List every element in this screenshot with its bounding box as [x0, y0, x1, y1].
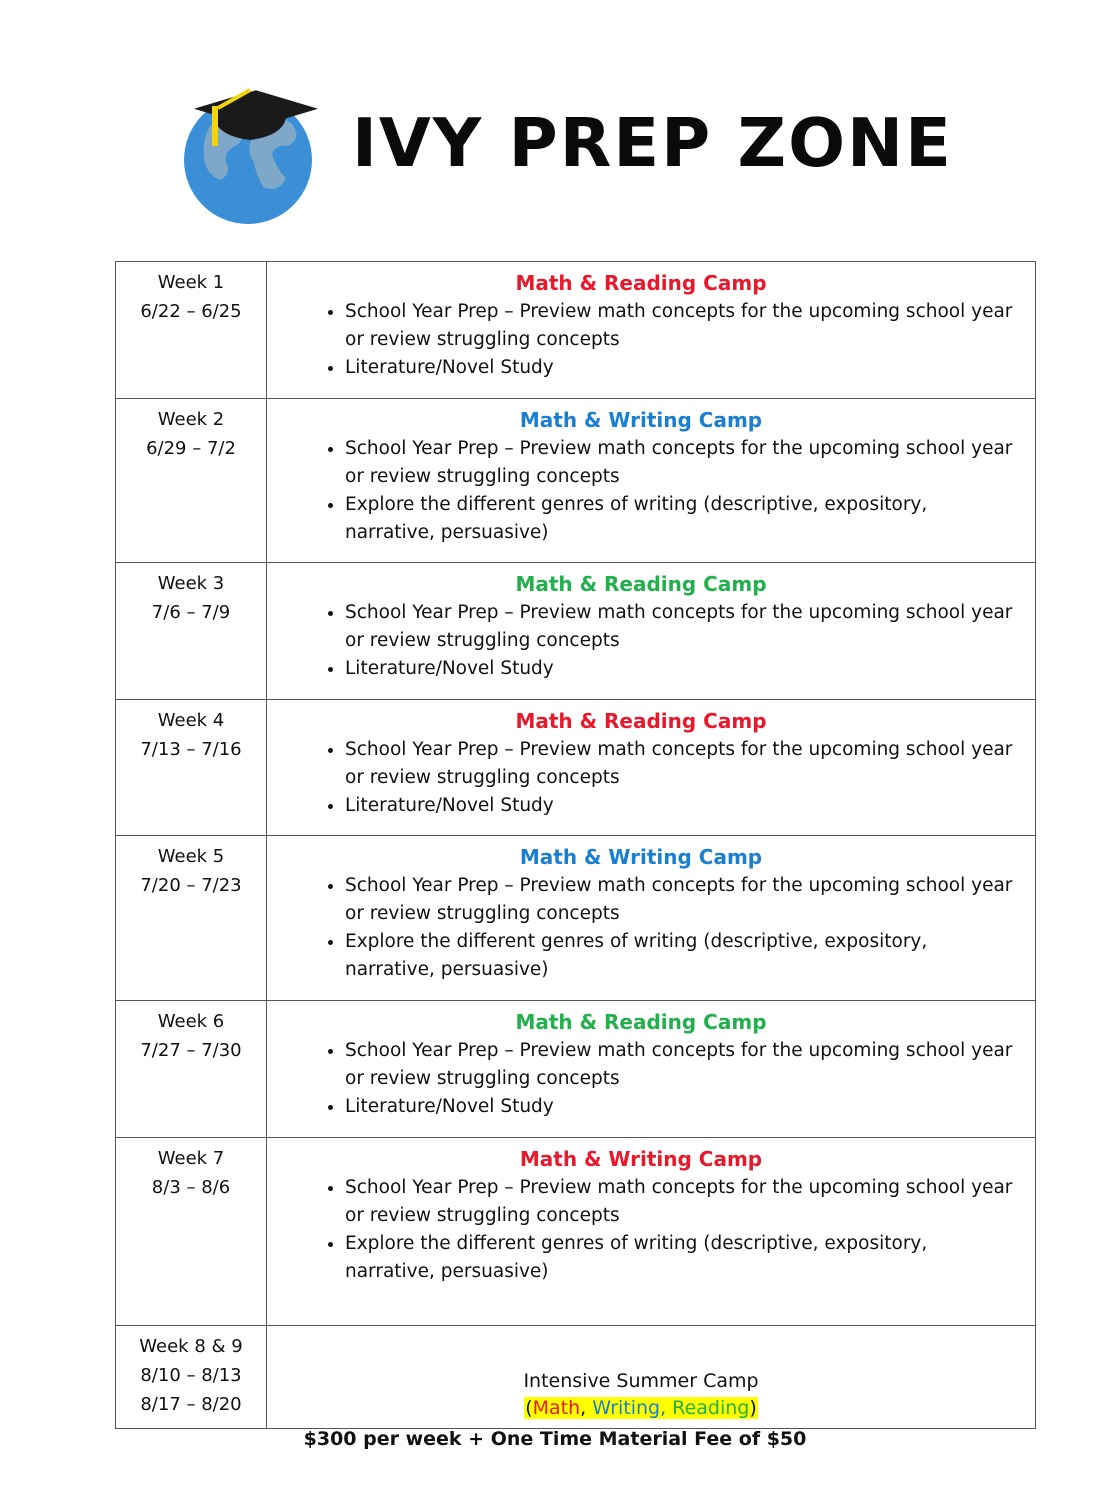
schedule-table [115, 261, 1036, 1429]
camp-title: Math & Writing Camp [519, 845, 763, 869]
week-cell [116, 1138, 267, 1326]
bullet-item: • Explore the different genres of writing (descriptive, expository, narrative, persuasive) [345, 928, 1015, 984]
camp-title: Math & Reading Camp [515, 1010, 767, 1034]
week-dates: 8/10 – 8/13 [140, 1365, 242, 1386]
camp-title: Math & Reading Camp [515, 709, 767, 733]
week-label: Week 6 [157, 1011, 225, 1032]
week-label: Week 2 [157, 409, 225, 430]
bullet-item: • School Year Prep – Preview math concepts for the upcoming school year or review struggling concepts [345, 872, 1015, 928]
week-label: Week 1 [157, 272, 225, 293]
detail-cell [267, 1001, 1036, 1138]
week-cell [116, 1001, 267, 1138]
detail-cell [267, 399, 1036, 563]
week-label: Week 5 [157, 846, 225, 867]
subject-writing: Writing, [592, 1397, 667, 1419]
week-dates: 6/22 – 6/25 [140, 301, 242, 322]
bullet-item: • School Year Prep – Preview math concepts for the upcoming school year or review struggling concepts [345, 1174, 1015, 1230]
table-row [116, 836, 1036, 1001]
week-dates: 7/20 – 7/23 [140, 875, 242, 896]
week-cell [116, 399, 267, 563]
table-row [116, 1001, 1036, 1138]
table-row [116, 563, 1036, 700]
bullet-list [267, 736, 1015, 820]
bullet-list [267, 298, 1015, 382]
detail-cell [267, 1138, 1036, 1326]
week-label: Week 4 [157, 710, 225, 731]
detail-cell [267, 700, 1036, 836]
bullet-list [267, 599, 1015, 683]
bullet-item: • Explore the different genres of writing (descriptive, expository, narrative, persuasive) [345, 491, 1015, 547]
week-label: Week 7 [157, 1148, 225, 1169]
table-row [116, 700, 1036, 836]
detail-cell [267, 836, 1036, 1001]
detail-cell [267, 1326, 1036, 1429]
bullet-item: • School Year Prep – Preview math concepts for the upcoming school year or review struggling concepts [345, 599, 1015, 655]
bullet-item: • School Year Prep – Preview math concepts for the upcoming school year or review struggling concepts [345, 736, 1015, 792]
subject-list [267, 1395, 1015, 1422]
bullet-item: • Literature/Novel Study [345, 354, 1015, 382]
graduation-globe-icon [170, 48, 340, 228]
week-dates: 7/27 – 7/30 [140, 1040, 242, 1061]
week-cell [116, 262, 267, 399]
week-label: Week 8 & 9 [139, 1336, 243, 1357]
subject-reading: Reading [672, 1397, 750, 1419]
camp-title: Math & Reading Camp [515, 572, 767, 596]
table-row [116, 399, 1036, 563]
table-row [116, 1138, 1036, 1326]
logo [170, 48, 970, 228]
week-label: Week 3 [157, 573, 225, 594]
week-dates: 8/3 – 8/6 [151, 1177, 231, 1198]
bullet-item: • Explore the different genres of writing (descriptive, expository, narrative, persuasive) [345, 1230, 1015, 1286]
week-dates: 6/29 – 7/2 [146, 438, 236, 459]
tassel-icon [212, 106, 218, 146]
bullet-list [267, 435, 1015, 547]
bullet-item: • Literature/Novel Study [345, 655, 1015, 683]
pricing-footer: $300 per week + One Time Material Fee of $50 [303, 1428, 807, 1450]
week-dates: 8/17 – 8/20 [140, 1394, 242, 1415]
week-cell [116, 836, 267, 1001]
intensive-title: Intensive Summer Camp [523, 1370, 759, 1392]
detail-cell [267, 563, 1036, 700]
camp-title: Math & Writing Camp [519, 408, 763, 432]
week-cell [116, 1326, 267, 1429]
week-cell [116, 700, 267, 836]
subject-math: Math [532, 1397, 581, 1419]
bullet-item: • School Year Prep – Preview math concepts for the upcoming school year or review struggling concepts [345, 1037, 1015, 1093]
week-cell [116, 563, 267, 700]
week-dates: 7/13 – 7/16 [140, 739, 242, 760]
table-row [116, 262, 1036, 399]
bullet-item: • Literature/Novel Study [345, 792, 1015, 820]
paren-open: ( [525, 1397, 533, 1419]
bullet-list [267, 1174, 1015, 1286]
bullet-list [267, 1037, 1015, 1121]
paren-close: ) [749, 1397, 757, 1419]
camp-title: Math & Reading Camp [515, 271, 767, 295]
table-row-final [116, 1326, 1036, 1429]
bullet-item: • School Year Prep – Preview math concepts for the upcoming school year or review struggling concepts [345, 298, 1015, 354]
comma: , [580, 1397, 587, 1419]
detail-cell [267, 262, 1036, 399]
intensive-block [267, 1332, 1015, 1422]
bullet-item: • Literature/Novel Study [345, 1093, 1015, 1121]
camp-title: Math & Writing Camp [519, 1147, 763, 1171]
bullet-item: • School Year Prep – Preview math concepts for the upcoming school year or review struggling concepts [345, 435, 1015, 491]
week-dates: 7/6 – 7/9 [151, 602, 231, 623]
brand-title: IVY PREP ZONE [352, 104, 953, 182]
bullet-list [267, 872, 1015, 984]
